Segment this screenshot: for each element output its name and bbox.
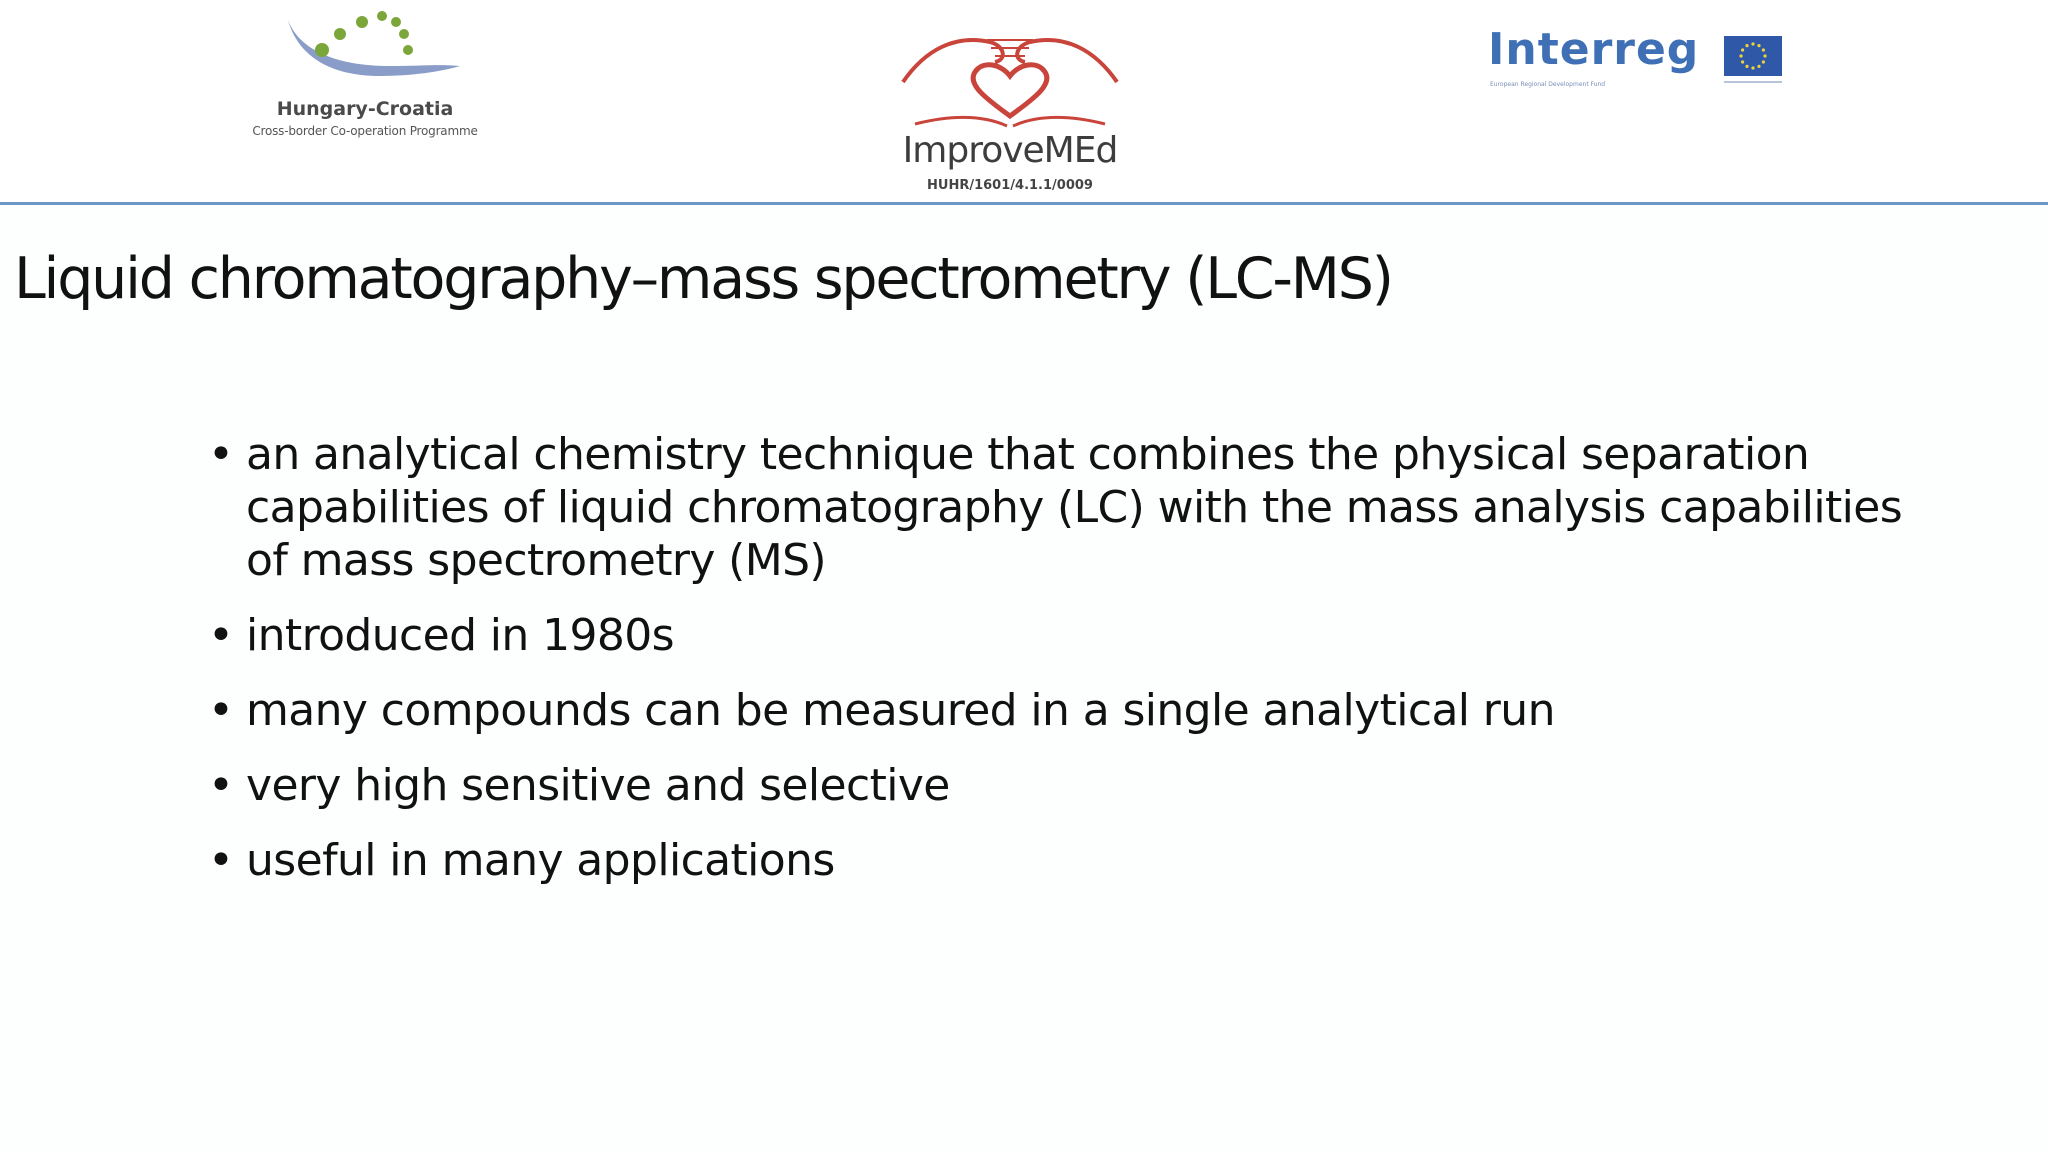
interreg-title: Interreg: [1488, 24, 1700, 75]
list-item: [208, 684, 1928, 737]
bullet-list: [208, 428, 1928, 909]
list-item: [208, 609, 1928, 662]
bullet-text: an analytical chemistry technique that combines the physical separation capabilities of liquid chromatography (LC) with the mass analysis capabilities of mass spectrometry (MS): [246, 429, 1903, 586]
eu-flag-icon: [1724, 36, 1782, 76]
bullet-icon: •: [208, 610, 234, 661]
interreg-logo: [1488, 24, 1788, 100]
bullet-text: very high sensitive and selective: [246, 760, 950, 811]
hands-heart-icon: [895, 20, 1125, 130]
eu-flag-caption: [1724, 81, 1782, 83]
bullet-text: useful in many applications: [246, 835, 835, 886]
hungary-croatia-subtitle: Cross-border Co-operation Programme: [252, 124, 478, 138]
improvemed-logo: [880, 20, 1140, 200]
bullet-icon: •: [208, 835, 234, 886]
slide-title: Liquid chromatography–mass spectrometry (LC-MS): [14, 246, 1392, 312]
bullet-icon: •: [208, 760, 234, 811]
improvemed-title: ImproveMEd: [902, 130, 1118, 171]
header-divider: [0, 202, 2048, 205]
hungary-croatia-emblem-icon: [270, 4, 470, 84]
list-item: [208, 834, 1928, 887]
slide-header: [0, 0, 2048, 202]
hungary-croatia-logo: [230, 4, 510, 144]
bullet-text: many compounds can be measured in a single analytical run: [246, 685, 1555, 736]
list-item: [208, 759, 1928, 812]
hungary-croatia-title: Hungary-Croatia: [276, 98, 454, 120]
interreg-subtitle: European Regional Development Fund: [1490, 81, 1606, 88]
list-item: [208, 428, 1928, 587]
bullet-text: introduced in 1980s: [246, 610, 674, 661]
project-code: HUHR/1601/4.1.1/0009: [927, 178, 1093, 193]
bullet-icon: •: [208, 429, 234, 480]
bullet-icon: •: [208, 685, 234, 736]
